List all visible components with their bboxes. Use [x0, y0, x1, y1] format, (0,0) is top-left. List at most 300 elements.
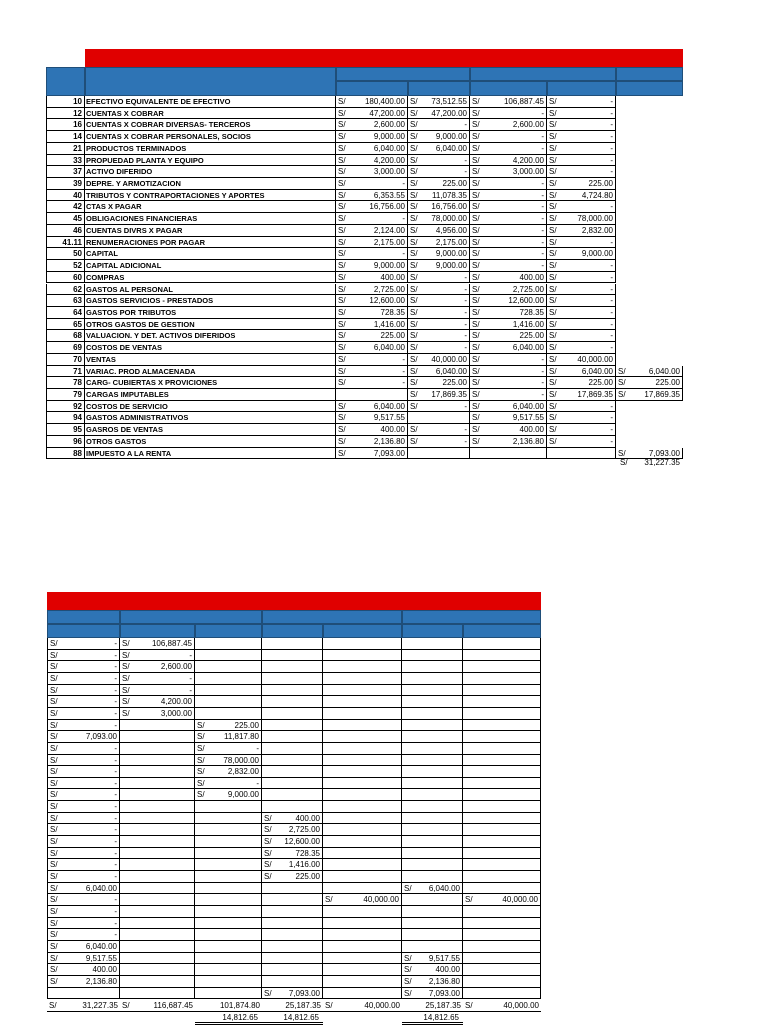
amount-cell-1 — [47, 638, 120, 650]
amount-cell-1 — [47, 883, 120, 895]
account-name: CUENTAS X COBRAR PERSONALES, SOCIOS — [85, 131, 336, 143]
amount-value: 12,600.00 — [284, 837, 320, 847]
amount-cell-6 — [402, 859, 463, 871]
amount-value: 9,000.00 — [435, 249, 467, 259]
currency-symbol: S/ — [338, 413, 346, 423]
amount-value: 225.00 — [295, 872, 320, 881]
account-name: PROPUEDAD PLANTA Y EQUIPO — [85, 155, 336, 167]
amount-cell-5 — [323, 859, 402, 871]
amount-cell-c3 — [470, 166, 547, 178]
amount-cell-3 — [195, 953, 262, 965]
currency-symbol: S/ — [50, 755, 58, 765]
amount-cell-2 — [120, 661, 195, 673]
currency-symbol: S/ — [338, 190, 346, 200]
amount-cell-7 — [463, 848, 541, 860]
account-name: GASTOS SERVICIOS - PRESTADOS — [85, 295, 336, 307]
currency-symbol: S/ — [472, 155, 480, 165]
amount-cell-5 — [323, 638, 402, 650]
amount-cell-3 — [195, 988, 262, 1000]
amount-cell-c3 — [470, 225, 547, 237]
amount-cell-c3 — [470, 354, 547, 366]
amount-value: 12,600.00 — [369, 296, 405, 306]
amount-value: 4,200.00 — [373, 155, 405, 165]
amount-value: - — [610, 319, 613, 329]
amount-value: 2,725.00 — [512, 284, 544, 294]
amount-cell-3 — [195, 848, 262, 860]
amount-value: - — [610, 155, 613, 165]
amount-cell-6 — [402, 661, 463, 673]
amount-cell-2 — [120, 953, 195, 965]
amount-cell-3 — [195, 731, 262, 743]
amount-value: 78,000.00 — [577, 214, 613, 224]
amount-cell-c4 — [547, 295, 616, 307]
account-code: 79 — [46, 389, 85, 401]
amount-cell-5 — [323, 929, 402, 941]
currency-symbol: S/ — [618, 390, 626, 399]
amount-cell-c1 — [336, 131, 408, 143]
amount-cell-c4 — [547, 155, 616, 167]
currency-symbol: S/ — [264, 813, 272, 823]
amount-cell-c4 — [547, 237, 616, 249]
amount-cell-1 — [47, 778, 120, 790]
currency-symbol: S/ — [472, 331, 480, 341]
currency-symbol: S/ — [472, 343, 480, 353]
currency-symbol: S/ — [197, 767, 205, 777]
currency-symbol: S/ — [472, 249, 480, 259]
amount-cell-c1 — [336, 319, 408, 331]
currency-symbol: S/ — [50, 906, 58, 916]
amount-cell-2 — [120, 964, 195, 976]
amount-cell-c2 — [408, 166, 470, 178]
account-code: 71 — [46, 366, 85, 378]
amount-value: 400.00 — [380, 272, 405, 282]
currency-symbol: S/ — [472, 284, 480, 294]
total-value: 25,187.35 — [425, 1000, 461, 1010]
amount-value: 6,040.00 — [85, 883, 117, 893]
currency-symbol: S/ — [50, 872, 58, 881]
amount-cell-6 — [402, 964, 463, 976]
amount-value: 400.00 — [295, 813, 320, 823]
amount-cell-c2 — [408, 424, 470, 436]
amount-cell-c5 — [616, 366, 683, 378]
currency-symbol: S/ — [404, 953, 412, 963]
amount-cell-7 — [463, 650, 541, 662]
currency-symbol: S/ — [472, 190, 480, 200]
account-code: 41.11 — [46, 237, 85, 249]
currency-symbol: S/ — [410, 190, 418, 200]
account-name: CAPITAL — [85, 248, 336, 260]
amount-cell-3 — [195, 871, 262, 883]
currency-symbol: S/ — [549, 296, 557, 306]
amount-cell-1 — [47, 766, 120, 778]
currency-symbol: S/ — [338, 378, 346, 388]
amount-value: 2,136.80 — [512, 436, 544, 446]
amount-cell-2 — [120, 883, 195, 895]
currency-symbol: S/ — [618, 366, 626, 376]
amount-value: 225.00 — [442, 378, 467, 388]
amount-cell-c3 — [470, 201, 547, 213]
amount-cell-c4 — [547, 448, 616, 460]
amount-cell-1 — [47, 685, 120, 697]
amount-cell-1 — [47, 743, 120, 755]
amount-cell-5 — [323, 894, 402, 906]
currency-symbol: S/ — [472, 237, 480, 247]
header-extra — [616, 67, 683, 81]
t2-header-c — [262, 610, 402, 624]
amount-cell-c4 — [547, 272, 616, 284]
account-code: 96 — [46, 436, 85, 448]
amount-cell-4 — [262, 661, 323, 673]
amount-cell-7 — [463, 988, 541, 1000]
amount-value: 3,000.00 — [512, 167, 544, 177]
amount-cell-5 — [323, 836, 402, 848]
amount-cell-2 — [120, 859, 195, 871]
account-name: VALUACION. Y DET. ACTIVOS DIFERIDOS — [85, 330, 336, 342]
amount-cell-4 — [262, 731, 323, 743]
amount-value: 16,756.00 — [369, 202, 405, 212]
amount-cell-c4 — [547, 307, 616, 319]
amount-value: - — [464, 120, 467, 130]
amount-cell-2 — [120, 918, 195, 930]
amount-cell-2 — [120, 894, 195, 906]
amount-cell-c4 — [547, 389, 616, 401]
account-code: 39 — [46, 178, 85, 190]
amount-cell-4 — [262, 650, 323, 662]
amount-cell-c4 — [547, 330, 616, 342]
amount-value: - — [610, 97, 613, 106]
amount-cell-7 — [463, 696, 541, 708]
amount-cell-c2 — [408, 155, 470, 167]
account-name: IMPUESTO A LA RENTA — [85, 448, 336, 460]
currency-symbol: S/ — [410, 97, 418, 106]
amount-cell-3 — [195, 941, 262, 953]
account-code: 50 — [46, 248, 85, 260]
amount-cell-7 — [463, 743, 541, 755]
amount-value: - — [541, 143, 544, 153]
amount-value: - — [610, 272, 613, 282]
amount-cell-5 — [323, 906, 402, 918]
currency-symbol: S/ — [50, 708, 58, 718]
currency-symbol: S/ — [122, 673, 130, 683]
currency-symbol: S/ — [50, 732, 58, 742]
currency-symbol: S/ — [410, 390, 418, 399]
currency-symbol: S/ — [404, 965, 412, 975]
amount-value: 6,040.00 — [648, 366, 680, 376]
currency-symbol: S/ — [410, 296, 418, 306]
amount-cell-5 — [323, 988, 402, 1000]
currency-symbol: S/ — [264, 837, 272, 847]
double-underline — [402, 1022, 463, 1025]
currency-symbol: S/ — [410, 307, 418, 317]
currency-symbol: S/ — [50, 743, 58, 753]
amount-value: 400.00 — [519, 425, 544, 435]
amount-value: 6,040.00 — [435, 143, 467, 153]
amount-cell-3 — [195, 673, 262, 685]
amount-value: 180,400.00 — [364, 97, 405, 106]
amount-cell-c2 — [408, 213, 470, 225]
amount-cell-c3 — [470, 213, 547, 225]
currency-symbol: S/ — [549, 143, 557, 153]
amount-cell-2 — [120, 731, 195, 743]
amount-cell-3 — [195, 755, 262, 767]
currency-symbol: S/ — [50, 697, 58, 707]
currency-symbol: S/ — [50, 930, 58, 940]
total-value: 116,687.45 — [153, 1000, 193, 1010]
amount-cell-2 — [120, 871, 195, 883]
amount-cell-5 — [323, 953, 402, 965]
currency-symbol: S/ — [338, 97, 346, 106]
amount-cell-6 — [402, 871, 463, 883]
amount-value: - — [464, 284, 467, 294]
amount-cell-c4 — [547, 354, 616, 366]
account-code: 95 — [46, 424, 85, 436]
amount-value: - — [114, 708, 117, 718]
total-c4 — [262, 1000, 323, 1011]
amount-value: 4,724.80 — [581, 190, 613, 200]
amount-value: 7,093.00 — [288, 988, 320, 998]
currency-symbol: S/ — [472, 143, 480, 153]
amount-cell-1 — [47, 813, 120, 825]
account-name: OBLIGACIONES FINANCIERAS — [85, 213, 336, 225]
account-code: 14 — [46, 131, 85, 143]
currency-symbol: S/ — [50, 778, 58, 788]
account-code: 46 — [46, 225, 85, 237]
currency-symbol: S/ — [549, 390, 557, 399]
currency-symbol: S/ — [472, 401, 480, 411]
amount-cell-6 — [402, 720, 463, 732]
amount-cell-7 — [463, 801, 541, 813]
currency-symbol: S/ — [338, 261, 346, 271]
amount-value: 4,956.00 — [435, 225, 467, 235]
currency-symbol: S/ — [549, 167, 557, 177]
total-c2 — [120, 1000, 195, 1011]
amount-value: - — [541, 237, 544, 247]
currency-symbol: S/ — [338, 225, 346, 235]
amount-cell-5 — [323, 848, 402, 860]
account-code: 70 — [46, 354, 85, 366]
amount-cell-c1 — [336, 366, 408, 378]
amount-value: 7,093.00 — [85, 732, 117, 742]
amount-value: 40,000.00 — [577, 354, 613, 364]
currency-symbol: S/ — [122, 662, 130, 672]
amount-cell-6 — [402, 685, 463, 697]
currency-symbol: S/ — [472, 436, 480, 446]
amount-value: 400.00 — [380, 425, 405, 435]
total-value: 40,000.00 — [364, 1000, 400, 1010]
amount-cell-1 — [47, 824, 120, 836]
amount-cell-c1 — [336, 260, 408, 272]
difference-c4: 14,812.65 — [283, 1012, 319, 1022]
amount-value: 3,000.00 — [160, 708, 192, 718]
currency-symbol: S/ — [549, 202, 557, 212]
currency-symbol: S/ — [549, 249, 557, 259]
amount-cell-5 — [323, 766, 402, 778]
amount-cell-c2 — [408, 272, 470, 284]
amount-value: - — [402, 179, 405, 189]
amount-cell-c1 — [336, 448, 408, 460]
amount-value: 47,200.00 — [369, 108, 405, 118]
account-name: CUENTAS X COBRAR DIVERSAS- TERCEROS — [85, 119, 336, 131]
amount-value: 9,000.00 — [227, 790, 259, 800]
currency-symbol: S/ — [50, 685, 58, 695]
t2-header-d — [402, 610, 541, 624]
currency-symbol: S/ — [264, 825, 272, 835]
amount-cell-c1 — [336, 436, 408, 448]
account-name: CAPITAL ADICIONAL — [85, 260, 336, 272]
amount-value: 2,136.80 — [85, 976, 117, 986]
total-value: 25,187.35 — [285, 1000, 321, 1010]
amount-value: - — [541, 108, 544, 118]
amount-value: - — [610, 261, 613, 271]
amount-cell-5 — [323, 778, 402, 790]
currency-symbol: S/ — [410, 237, 418, 247]
amount-cell-2 — [120, 789, 195, 801]
amount-cell-c4 — [547, 260, 616, 272]
amount-value: 6,040.00 — [435, 366, 467, 376]
total-c5 — [323, 1000, 402, 1011]
amount-cell-7 — [463, 953, 541, 965]
currency-symbol: S/ — [549, 214, 557, 224]
amount-value: - — [114, 790, 117, 800]
amount-cell-c4 — [547, 108, 616, 120]
amount-value: - — [114, 662, 117, 672]
amount-value: - — [189, 685, 192, 695]
currency-symbol: S/ — [410, 378, 418, 388]
currency-symbol: S/ — [122, 697, 130, 707]
currency-symbol: S/ — [338, 237, 346, 247]
amount-cell-5 — [323, 743, 402, 755]
amount-cell-c2 — [408, 436, 470, 448]
amount-cell-6 — [402, 906, 463, 918]
amount-cell-c1 — [336, 342, 408, 354]
amount-cell-c3 — [470, 436, 547, 448]
amount-value: 6,040.00 — [428, 883, 460, 893]
currency-symbol: S/ — [338, 343, 346, 353]
amount-cell-5 — [323, 813, 402, 825]
amount-cell-c2 — [408, 96, 470, 108]
currency-symbol: S/ — [50, 639, 58, 648]
amount-cell-c4 — [547, 248, 616, 260]
amount-cell-7 — [463, 638, 541, 650]
currency-symbol: S/ — [50, 813, 58, 823]
currency-symbol: S/ — [549, 436, 557, 446]
amount-value: 11,078.35 — [432, 190, 467, 200]
amount-cell-c1 — [336, 166, 408, 178]
amount-cell-c3 — [470, 377, 547, 389]
amount-value: 400.00 — [519, 272, 544, 282]
amount-cell-7 — [463, 941, 541, 953]
currency-symbol: S/ — [472, 319, 480, 329]
amount-value: - — [610, 120, 613, 130]
amount-value: - — [610, 296, 613, 306]
amount-value: 2,600.00 — [373, 120, 405, 130]
currency-symbol: S/ — [50, 767, 58, 777]
amount-cell-c2 — [408, 248, 470, 260]
amount-cell-6 — [402, 883, 463, 895]
currency-symbol: S/ — [410, 425, 418, 435]
account-code: 68 — [46, 330, 85, 342]
amount-cell-1 — [47, 871, 120, 883]
amount-value: 6,040.00 — [373, 143, 405, 153]
currency-symbol: S/ — [338, 155, 346, 165]
currency-symbol: S/ — [549, 237, 557, 247]
amount-cell-3 — [195, 801, 262, 813]
currency-symbol: S/ — [122, 650, 130, 660]
amount-cell-1 — [47, 708, 120, 720]
currency-symbol: S/ — [410, 343, 418, 353]
amount-cell-7 — [463, 789, 541, 801]
currency-symbol: S/ — [197, 755, 205, 765]
amount-value: - — [464, 331, 467, 341]
table1-title-bar — [85, 49, 683, 67]
amount-value: - — [610, 425, 613, 435]
amount-cell-3 — [195, 650, 262, 662]
account-code: 21 — [46, 143, 85, 155]
amount-cell-7 — [463, 673, 541, 685]
amount-cell-2 — [120, 696, 195, 708]
amount-cell-c1 — [336, 237, 408, 249]
amount-cell-c1 — [336, 96, 408, 108]
amount-cell-c2 — [408, 366, 470, 378]
currency-symbol: S/ — [50, 941, 58, 951]
amount-cell-c4 — [547, 225, 616, 237]
amount-value: - — [464, 167, 467, 177]
amount-value: - — [114, 860, 117, 870]
amount-cell-c2 — [408, 108, 470, 120]
t2-sub-2 — [120, 624, 195, 638]
amount-value: - — [464, 425, 467, 435]
currency-symbol: S/ — [465, 1000, 473, 1010]
amount-value: 9,517.55 — [428, 953, 460, 963]
amount-cell-1 — [47, 836, 120, 848]
currency-symbol: S/ — [338, 179, 346, 189]
amount-cell-3 — [195, 685, 262, 697]
amount-cell-1 — [47, 918, 120, 930]
currency-symbol: S/ — [338, 448, 346, 458]
amount-cell-1 — [47, 894, 120, 906]
amount-cell-4 — [262, 894, 323, 906]
amount-value: 1,416.00 — [512, 319, 544, 329]
account-name: CTAS X PAGAR — [85, 201, 336, 213]
amount-cell-4 — [262, 685, 323, 697]
amount-cell-c2 — [408, 225, 470, 237]
amount-cell-7 — [463, 685, 541, 697]
amount-cell-c3 — [470, 342, 547, 354]
amount-value: 9,000.00 — [373, 132, 405, 142]
amount-cell-4 — [262, 848, 323, 860]
currency-symbol: S/ — [338, 354, 346, 364]
amount-value: 2,175.00 — [373, 237, 405, 247]
currency-symbol: S/ — [197, 790, 205, 800]
account-code: 92 — [46, 401, 85, 413]
currency-symbol: S/ — [338, 202, 346, 212]
amount-cell-4 — [262, 941, 323, 953]
account-name: OTROS GASTOS — [85, 436, 336, 448]
amount-cell-2 — [120, 743, 195, 755]
amount-value: - — [114, 673, 117, 683]
account-code: 62 — [46, 284, 85, 296]
amount-cell-7 — [463, 836, 541, 848]
amount-cell-3 — [195, 906, 262, 918]
currency-symbol: S/ — [338, 319, 346, 329]
amount-value: - — [114, 825, 117, 835]
amount-cell-c1 — [336, 330, 408, 342]
amount-cell-3 — [195, 720, 262, 732]
total-value: 101,874.80 — [219, 1000, 260, 1010]
amount-cell-2 — [120, 673, 195, 685]
amount-cell-6 — [402, 976, 463, 988]
amount-cell-c2 — [408, 330, 470, 342]
